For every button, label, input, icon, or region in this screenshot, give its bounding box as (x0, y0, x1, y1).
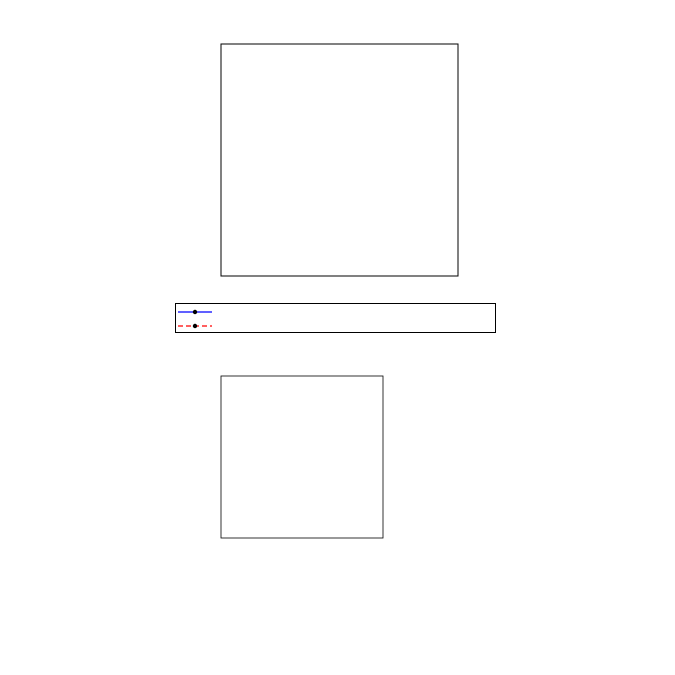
top-chart-plot-frame (221, 44, 458, 276)
legend-item-cesm2 (176, 319, 495, 333)
legend-swatch-cesm2 (178, 319, 212, 333)
top-chart-legend (175, 303, 496, 333)
top-chart (221, 44, 458, 276)
legend-swatch-arm-nsa (178, 305, 212, 319)
bottom-chart-plot-frame (221, 376, 383, 538)
bottom-chart (221, 376, 383, 538)
legend-item-arm-nsa (176, 305, 495, 319)
